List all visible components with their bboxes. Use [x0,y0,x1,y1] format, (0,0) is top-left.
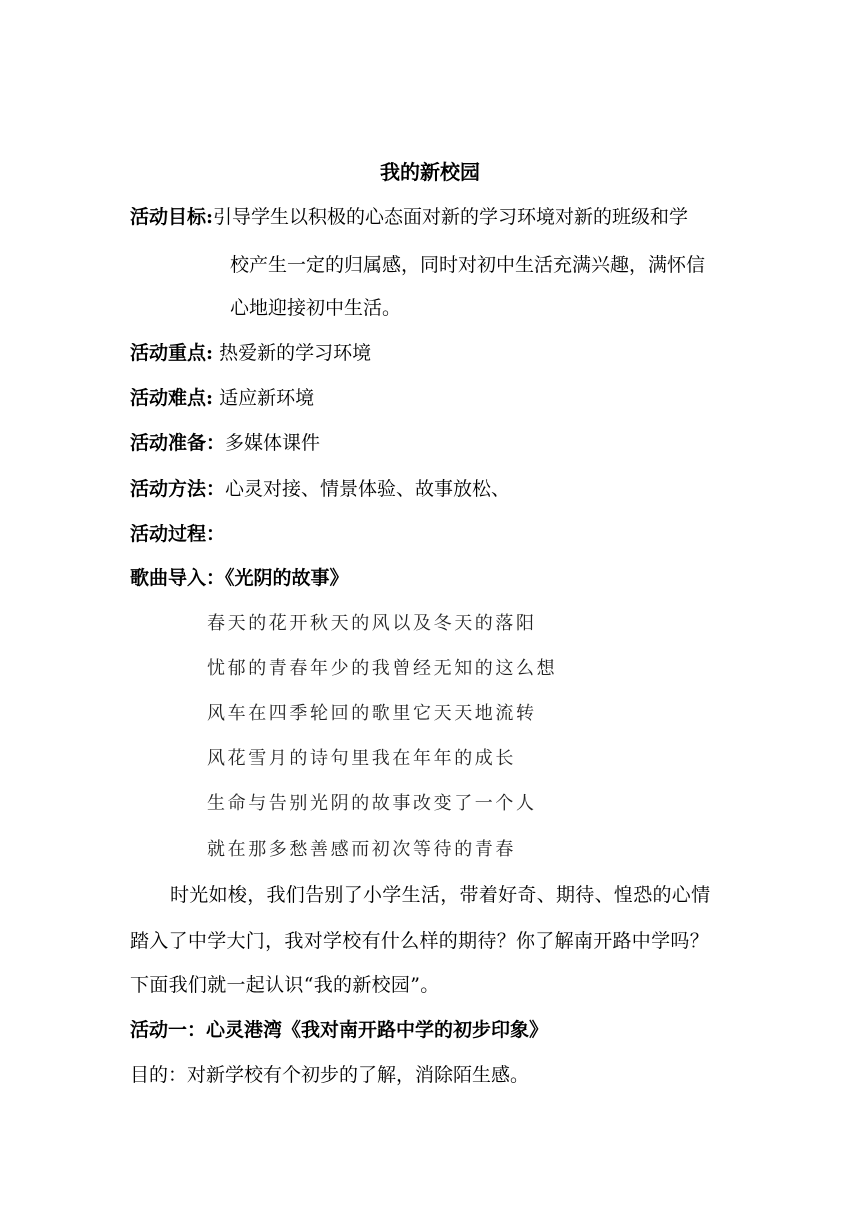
process-label: 活动过程： [130,523,226,545]
preparation-row [130,431,320,455]
lyric-line: 春天的花开秋天的风以及冬天的落阳 [207,613,537,634]
focus-text: 热爱新的学习环境 [219,342,372,364]
purpose-text: 目的：对新学校有个初步的了解，消除陌生感。 [130,1064,530,1086]
lyric-line: 就在那多愁善感而初次等待的青春 [207,839,516,860]
method-row [130,477,510,501]
goal-text-line2: 校产生一定的归属感，同时对初中生活充满兴趣，满怀信 [230,254,706,276]
lyric-line: 生命与告别光阴的故事改变了一个人 [207,793,537,814]
paragraph-line1: 时光如梭，我们告别了小学生活，带着好奇、期待、惶恐的心情 [170,884,711,906]
lyric-line: 风车在四季轮回的歌里它天天地流转 [207,703,537,724]
difficulty-text: 适应新环境 [219,387,315,409]
preparation-text: 多媒体课件 [225,432,321,454]
activity1-heading: 活动一：心灵港湾《我对南开路中学的初步印象》 [130,1019,549,1041]
difficulty-row [130,386,314,410]
difficulty-label: 活动难点: [130,387,214,409]
preparation-label: 活动准备： [130,432,226,454]
focus-row [130,341,371,365]
paragraph-line2: 踏入了中学大门，我对学校有什么样的期待？你了解南开路中学吗？ [130,930,710,952]
page-title: 我的新校园 [380,160,480,184]
paragraph-line3: 下面我们就一起认识“我的新校园”。 [130,974,440,996]
lyric-line: 风花雪月的诗句里我在年年的成长 [207,748,516,769]
method-text: 心灵对接、情景体验、故事放松、 [225,478,511,500]
lyric-line: 忧郁的青春年少的我曾经无知的这么想 [207,658,558,679]
goal-row [130,205,688,229]
focus-label: 活动重点: [130,342,214,364]
goal-text-line3: 心地迎接初中生活。 [230,297,402,319]
goal-label: 活动目标: [130,206,214,228]
song-intro-label: 歌曲导入：《光阴的故事》 [130,567,349,589]
method-label: 活动方法： [130,478,226,500]
goal-text-line1: 引导学生以积极的心态面对新的学习环境对新的班级和学 [213,206,689,228]
